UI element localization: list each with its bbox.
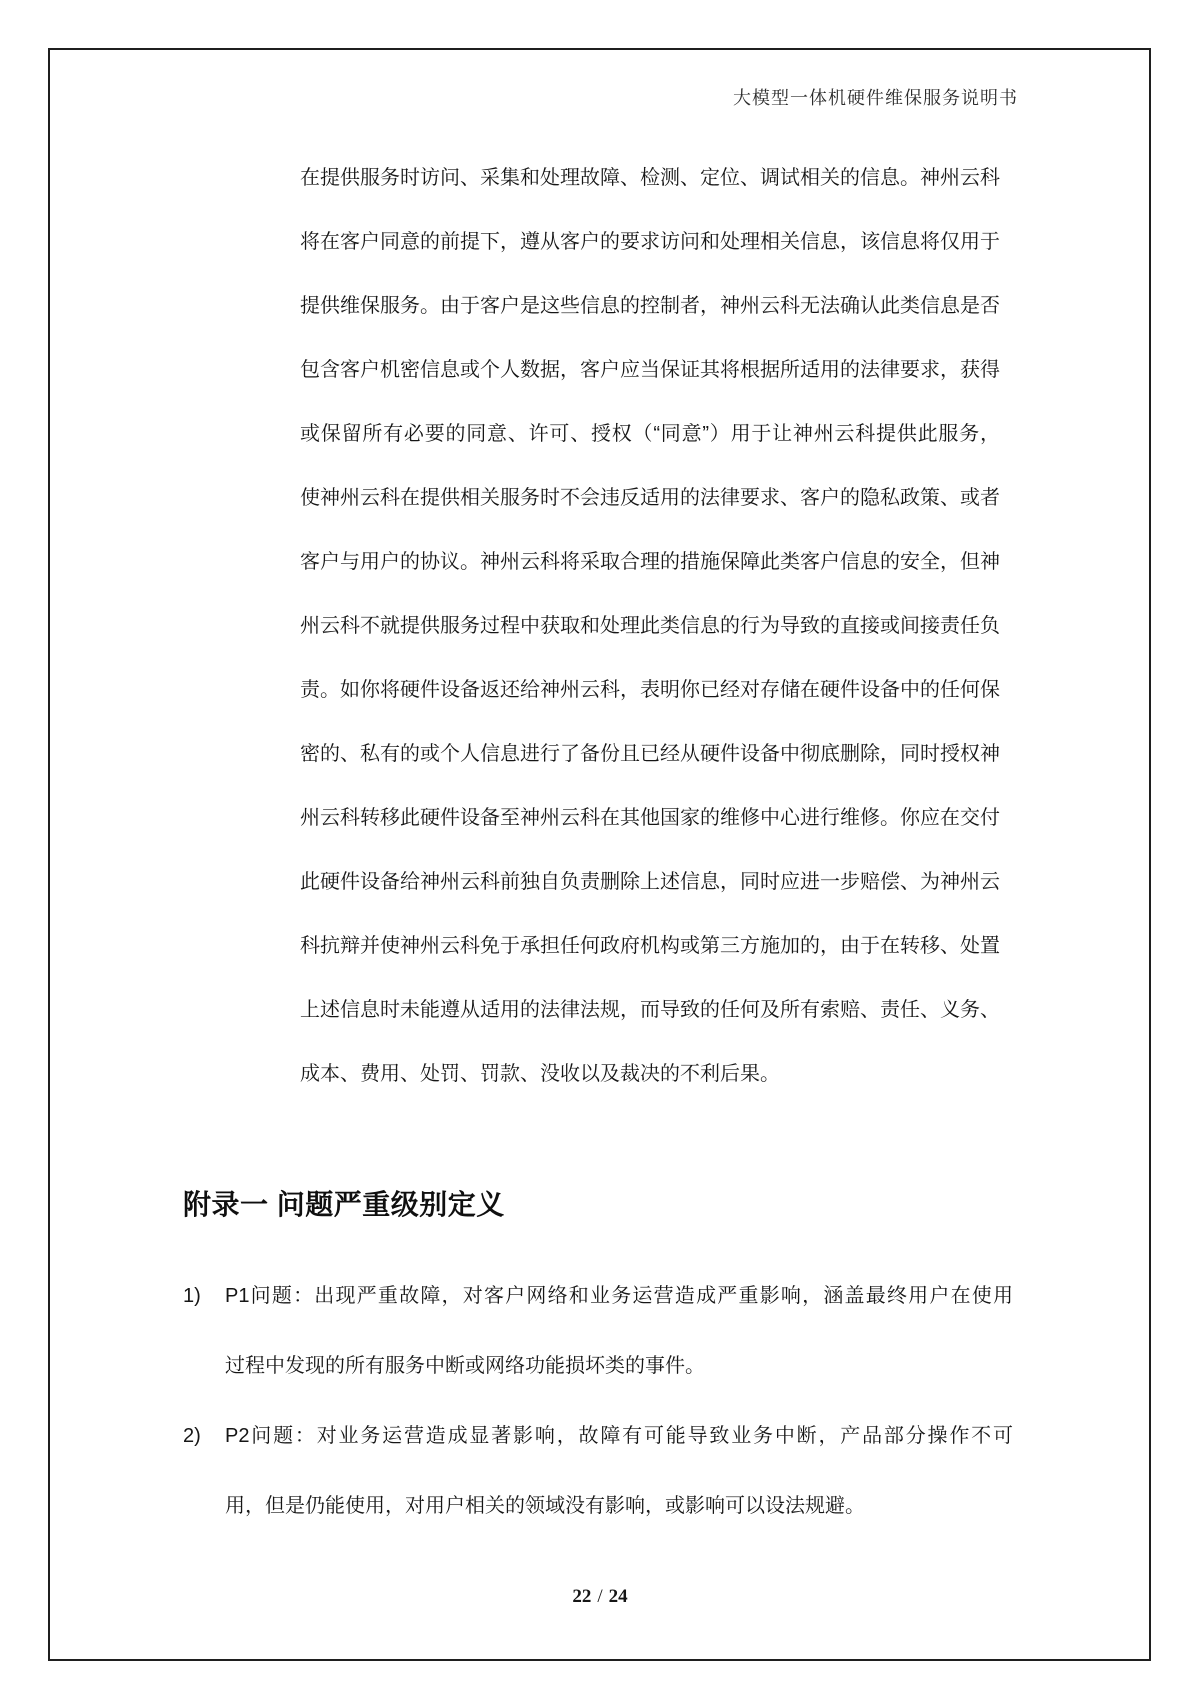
page-number (0, 1586, 1200, 1608)
body-line: 成本、费用、处罚、罚款、没收以及裁决的不利后果。 (300, 1063, 780, 1085)
total-page-number: 24 (608, 1586, 628, 1607)
body-line: 包含客户机密信息或个人数据，客户应当保证其将根据所适用的法律要求，获得 (300, 359, 1000, 381)
body-line: 在提供服务时访问、采集和处理故障、检测、定位、调试相关的信息。神州云科 (300, 167, 1000, 189)
list-item-text (225, 1261, 1013, 1401)
body-line: 上述信息时未能遵从适用的法律法规，而导致的任何及所有索赔、责任、义务、 (300, 999, 1000, 1021)
body-line: 客户与用户的协议。神州云科将采取合理的措施保障此类客户信息的安全，但神 (300, 551, 1000, 573)
list-item-line: P1问题：出现严重故障，对客户网络和业务运营造成严重影响，涵盖最终用户在使用 (225, 1285, 1013, 1307)
list-item-line: 过程中发现的所有服务中断或网络功能损坏类的事件。 (225, 1355, 705, 1377)
appendix-heading: 附录一 问题严重级别定义 (183, 1189, 505, 1220)
current-page-number: 22 (572, 1586, 592, 1607)
body-line: 或保留所有必要的同意、许可、授权（“同意”）用于让神州云科提供此服务， (300, 423, 1000, 445)
body-paragraph (300, 146, 1000, 1106)
page-number-separator: / (597, 1586, 603, 1607)
list-item-text (225, 1401, 1013, 1541)
body-line: 此硬件设备给神州云科前独自负责删除上述信息，同时应进一步赔偿、为神州云 (300, 871, 1000, 893)
document-title-header: 大模型一体机硬件维保服务说明书 (733, 88, 1018, 108)
list-item-number: 2) (183, 1425, 201, 1447)
body-line: 将在客户同意的前提下，遵从客户的要求访问和处理相关信息，该信息将仅用于 (300, 231, 1000, 253)
body-line: 责。如你将硬件设备返还给神州云科，表明你已经对存储在硬件设备中的任何保 (300, 679, 1000, 701)
body-line: 密的、私有的或个人信息进行了备份且已经从硬件设备中彻底删除，同时授权神 (300, 743, 1000, 765)
list-item-number: 1) (183, 1285, 201, 1307)
list-item-line: 用，但是仍能使用，对用户相关的领域没有影响，或影响可以设法规避。 (225, 1495, 865, 1517)
body-line: 州云科不就提供服务过程中获取和处理此类信息的行为导致的直接或间接责任负 (300, 615, 1000, 637)
body-line: 使神州云科在提供相关服务时不会违反适用的法律要求、客户的隐私政策、或者 (300, 487, 1000, 509)
body-line: 提供维保服务。由于客户是这些信息的控制者，神州云科无法确认此类信息是否 (300, 295, 1000, 317)
list-item-line: P2问题：对业务运营造成显著影响，故障有可能导致业务中断，产品部分操作不可 (225, 1425, 1013, 1447)
body-line: 州云科转移此硬件设备至神州云科在其他国家的维修中心进行维修。你应在交付 (300, 807, 1000, 829)
body-line: 科抗辩并使神州云科免于承担任何政府机构或第三方施加的，由于在转移、处置 (300, 935, 1000, 957)
